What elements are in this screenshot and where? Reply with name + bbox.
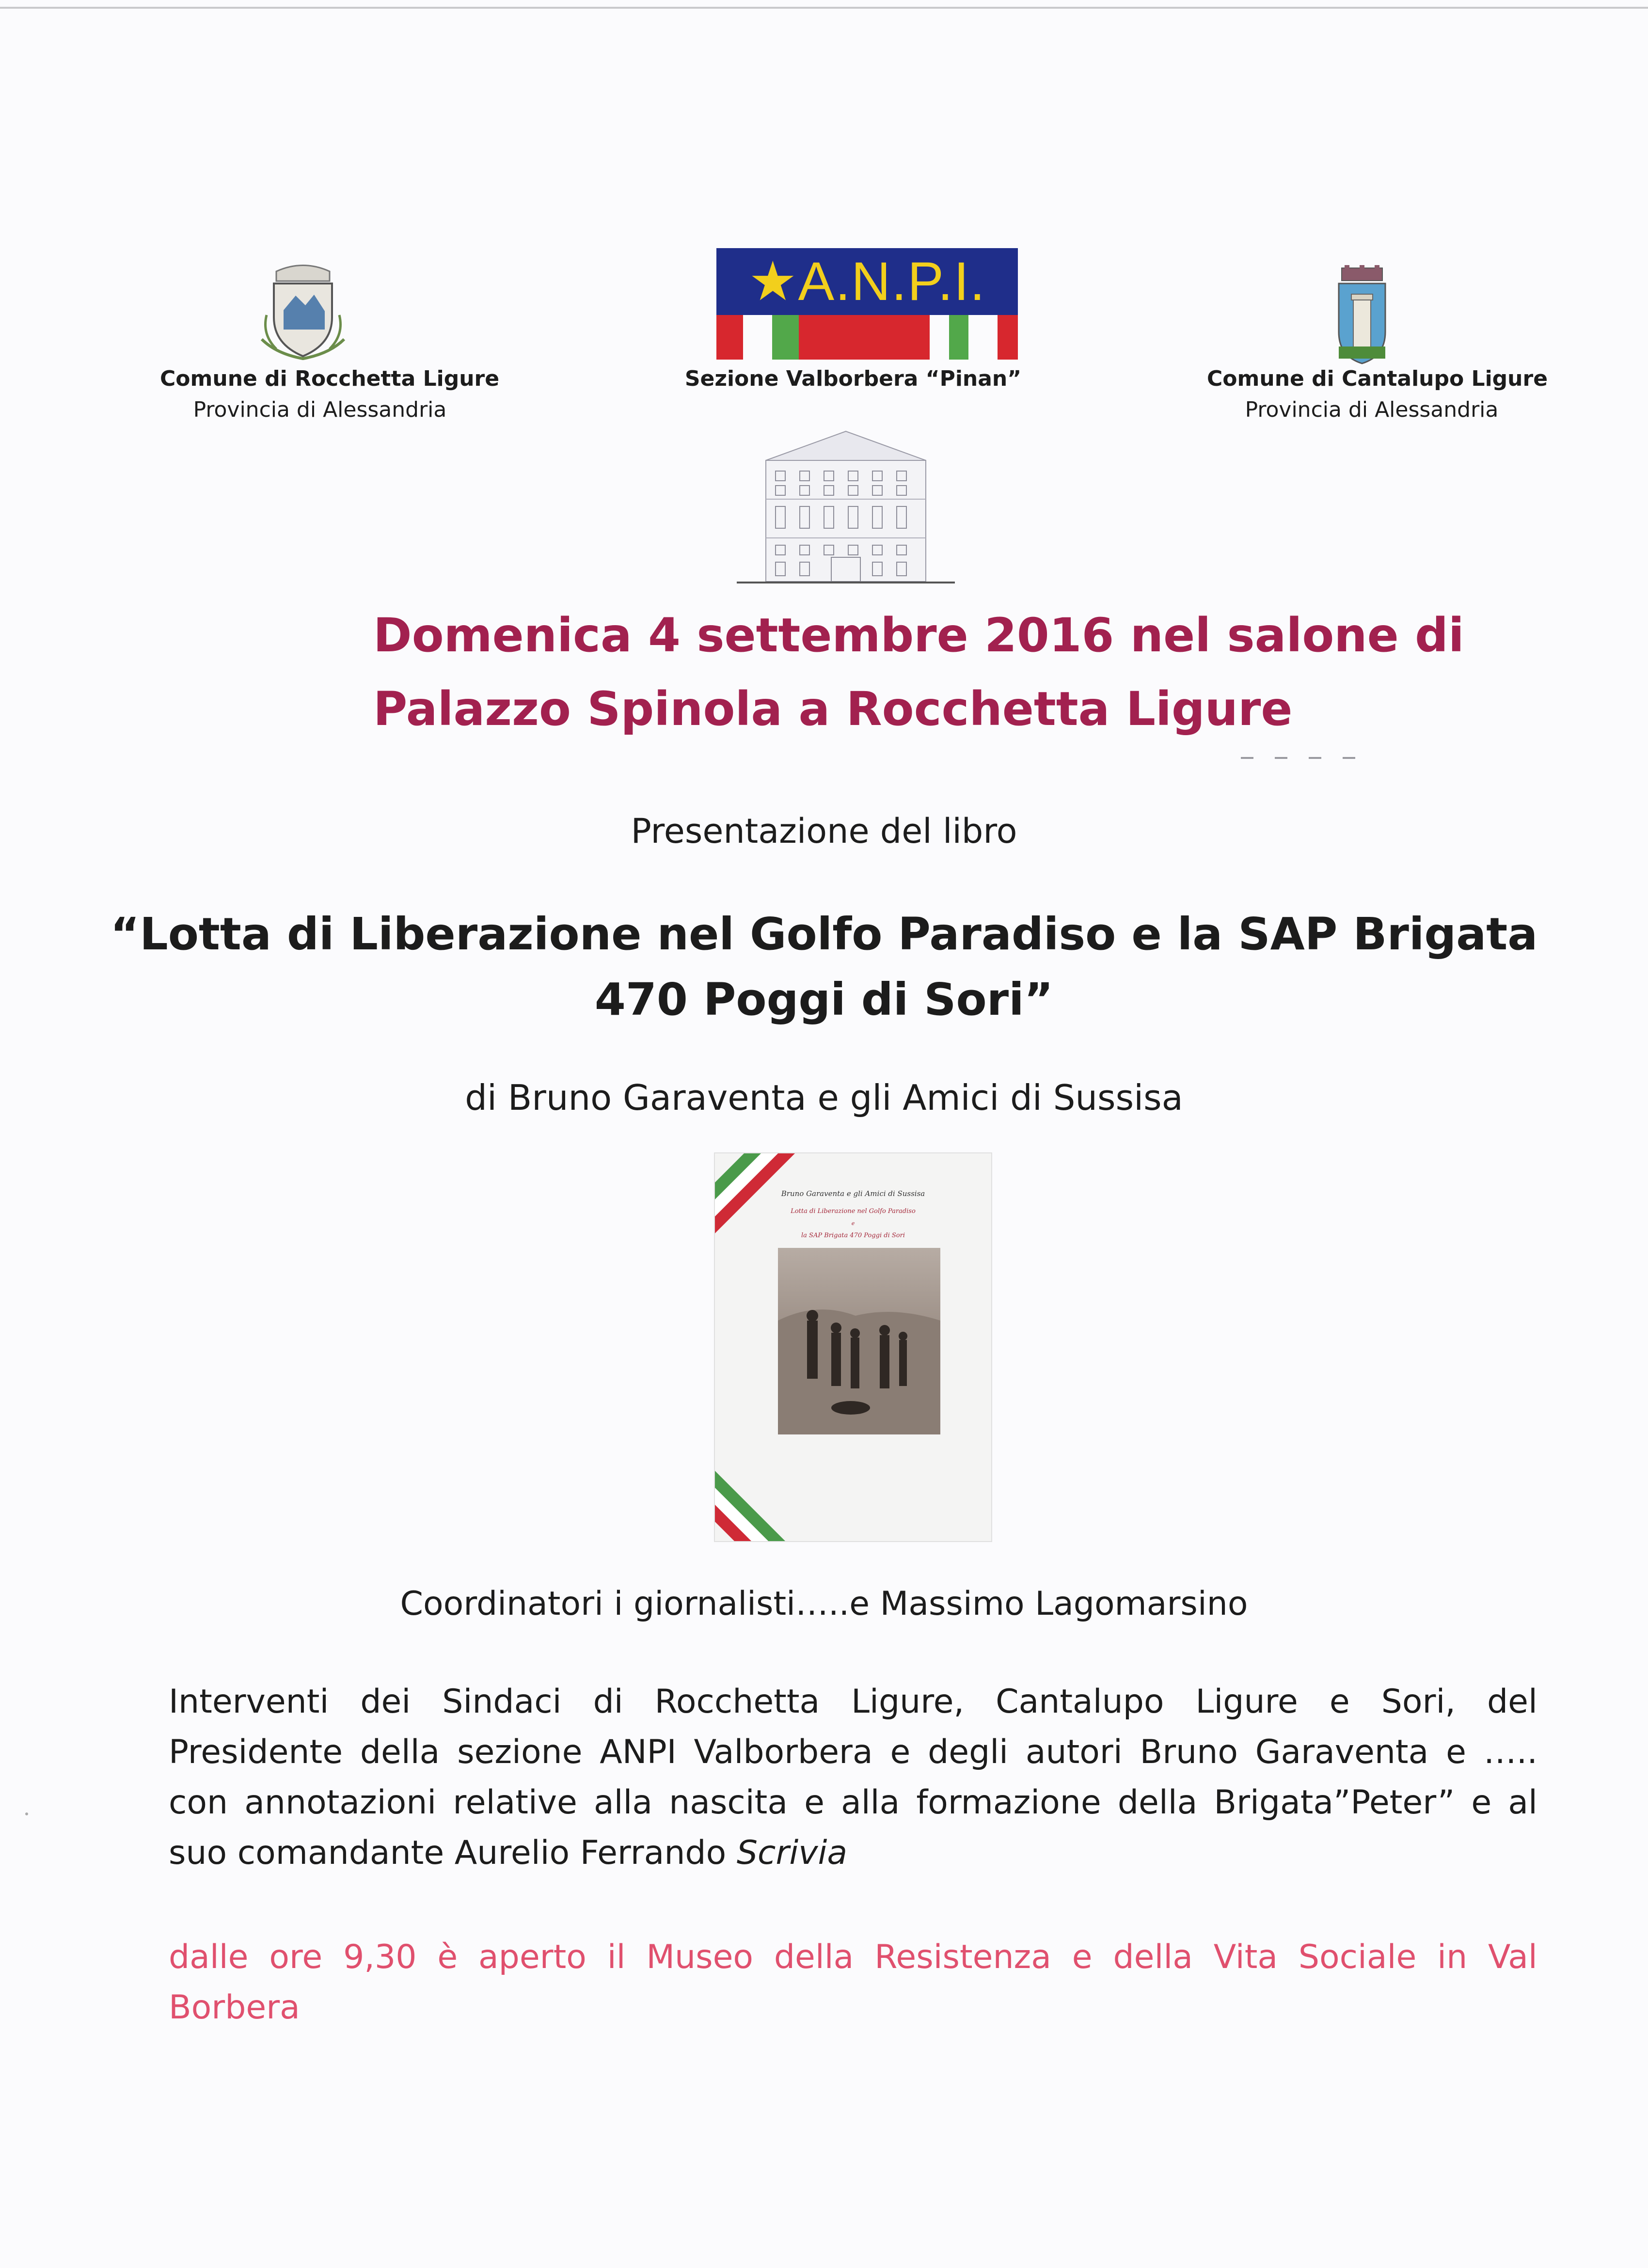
word: nascita <box>669 1783 788 1822</box>
word: della <box>1117 1783 1198 1822</box>
word: in <box>1437 1938 1468 1976</box>
anpi-logo-text: ★A.N.P.I. <box>748 251 986 312</box>
word: annotazioni <box>244 1783 437 1822</box>
word: Ligure <box>1195 1683 1298 1721</box>
museum-notice-line-1 <box>169 1932 1537 1983</box>
book-title-line-2: 470 Poggi di Sori” <box>594 974 1054 1025</box>
scan-artifact-dashes <box>1241 757 1357 760</box>
coordinators-line: Coordinatori i giornalisti…..e Massimo Lagomarsino <box>400 1585 1248 1623</box>
word: della <box>774 1938 854 1976</box>
word: Interventi <box>169 1683 329 1721</box>
word: Valborbera <box>694 1733 873 1771</box>
word: 9,30 <box>343 1938 417 1976</box>
cover-title-line-2: e <box>851 1220 855 1227</box>
word: autori <box>1025 1733 1123 1771</box>
word: dalle <box>169 1938 249 1976</box>
book-title-line-1: “Lotta di Liberazione nel Golfo Paradiso e la SAP Brigata <box>110 908 1538 960</box>
municipality-name-left: Comune di Rocchetta Ligure <box>160 366 500 391</box>
book-title <box>0 901 1648 1032</box>
word: Ligure, <box>851 1683 965 1721</box>
word: degli <box>928 1733 1009 1771</box>
museum-notice-line-2 <box>169 1983 1537 2033</box>
word: Garaventa <box>1255 1733 1429 1771</box>
word: aperto <box>478 1938 586 1976</box>
word: e <box>1329 1683 1350 1721</box>
word: Brigata”Peter” <box>1214 1783 1455 1822</box>
presentation-label: Presentazione del libro <box>631 811 1017 851</box>
word: e <box>1446 1733 1466 1771</box>
header-left <box>160 363 500 425</box>
cover-author: Bruno Garaventa e gli Amici di Sussisa <box>781 1189 925 1198</box>
word: e <box>1072 1938 1093 1976</box>
palazzo-spinola-illustration <box>737 426 955 586</box>
word: sezione <box>457 1733 583 1771</box>
headline-line-1: Domenica 4 settembre 2016 nel salone di <box>373 608 1464 662</box>
word: Val <box>1488 1938 1537 1976</box>
event-headline <box>373 598 1464 746</box>
word: alla <box>841 1783 900 1822</box>
cantalupo-coat-of-arms-icon <box>1333 264 1391 366</box>
word: Borbera <box>169 1988 300 2027</box>
word: della <box>1113 1938 1193 1976</box>
word: e <box>804 1783 824 1822</box>
museum-notice <box>169 1932 1537 2033</box>
province-right: Provincia di Alessandria <box>1245 397 1499 422</box>
anpi-logo <box>716 248 1018 360</box>
headline-line-2: Palazzo Spinola a Rocchetta Ligure <box>373 682 1293 736</box>
book-author: di Bruno Garaventa e gli Amici di Sussisa <box>465 1077 1183 1118</box>
word: Presidente <box>169 1733 343 1771</box>
cover-title-line-3: la SAP Brigata 470 Poggi di Sori <box>801 1232 905 1239</box>
word: ANPI <box>600 1733 677 1771</box>
scan-top-border <box>0 7 1648 9</box>
interventions-line-4-text: suo comandante Aurelio Ferrando <box>169 1834 737 1872</box>
word: Resistenza <box>874 1938 1051 1976</box>
interventions-line-3 <box>169 1778 1537 1828</box>
word: alla <box>593 1783 653 1822</box>
word: con <box>169 1783 228 1822</box>
word: Sociale <box>1298 1938 1417 1976</box>
cover-title-line-1: Lotta di Liberazione nel Golfo Paradiso <box>791 1208 916 1215</box>
word: relative <box>453 1783 577 1822</box>
interventions-line-4 <box>169 1828 1537 1878</box>
scan-artifact-dot <box>25 1812 28 1815</box>
municipality-name-right: Comune di Cantalupo Ligure <box>1207 366 1548 391</box>
word: Sindaci <box>442 1683 562 1721</box>
word: Museo <box>646 1938 754 1976</box>
cover-historical-photo <box>778 1248 940 1434</box>
word: Vita <box>1213 1938 1278 1976</box>
word: è <box>437 1938 458 1976</box>
header-center <box>679 363 1028 394</box>
interventions-line-2 <box>169 1727 1537 1778</box>
word: della <box>360 1733 440 1771</box>
word: Rocchetta <box>654 1683 820 1721</box>
word: Sori, <box>1381 1683 1456 1721</box>
header-right <box>1207 363 1548 425</box>
interventions-line-1 <box>169 1677 1537 1727</box>
word: Cantalupo <box>996 1683 1164 1721</box>
rocchetta-coat-of-arms-icon <box>257 257 349 363</box>
anpi-section-name: Sezione Valborbera “Pinan” <box>684 366 1022 391</box>
interventions-paragraph <box>169 1677 1537 1878</box>
province-left: Provincia di Alessandria <box>193 397 447 422</box>
word: ….. <box>1483 1733 1537 1771</box>
word: ore <box>269 1938 323 1976</box>
word: il <box>607 1938 626 1976</box>
commander-nom-de-guerre: Scrivia <box>736 1834 848 1872</box>
word: formazione <box>916 1783 1101 1822</box>
word: di <box>593 1683 623 1721</box>
word: dei <box>360 1683 411 1721</box>
word: al <box>1508 1783 1537 1822</box>
word: Bruno <box>1140 1733 1238 1771</box>
word: del <box>1487 1683 1537 1721</box>
anpi-flag-stripes <box>716 315 1018 360</box>
word: e <box>890 1733 911 1771</box>
word: e <box>1471 1783 1492 1822</box>
book-cover-image <box>715 1153 991 1541</box>
